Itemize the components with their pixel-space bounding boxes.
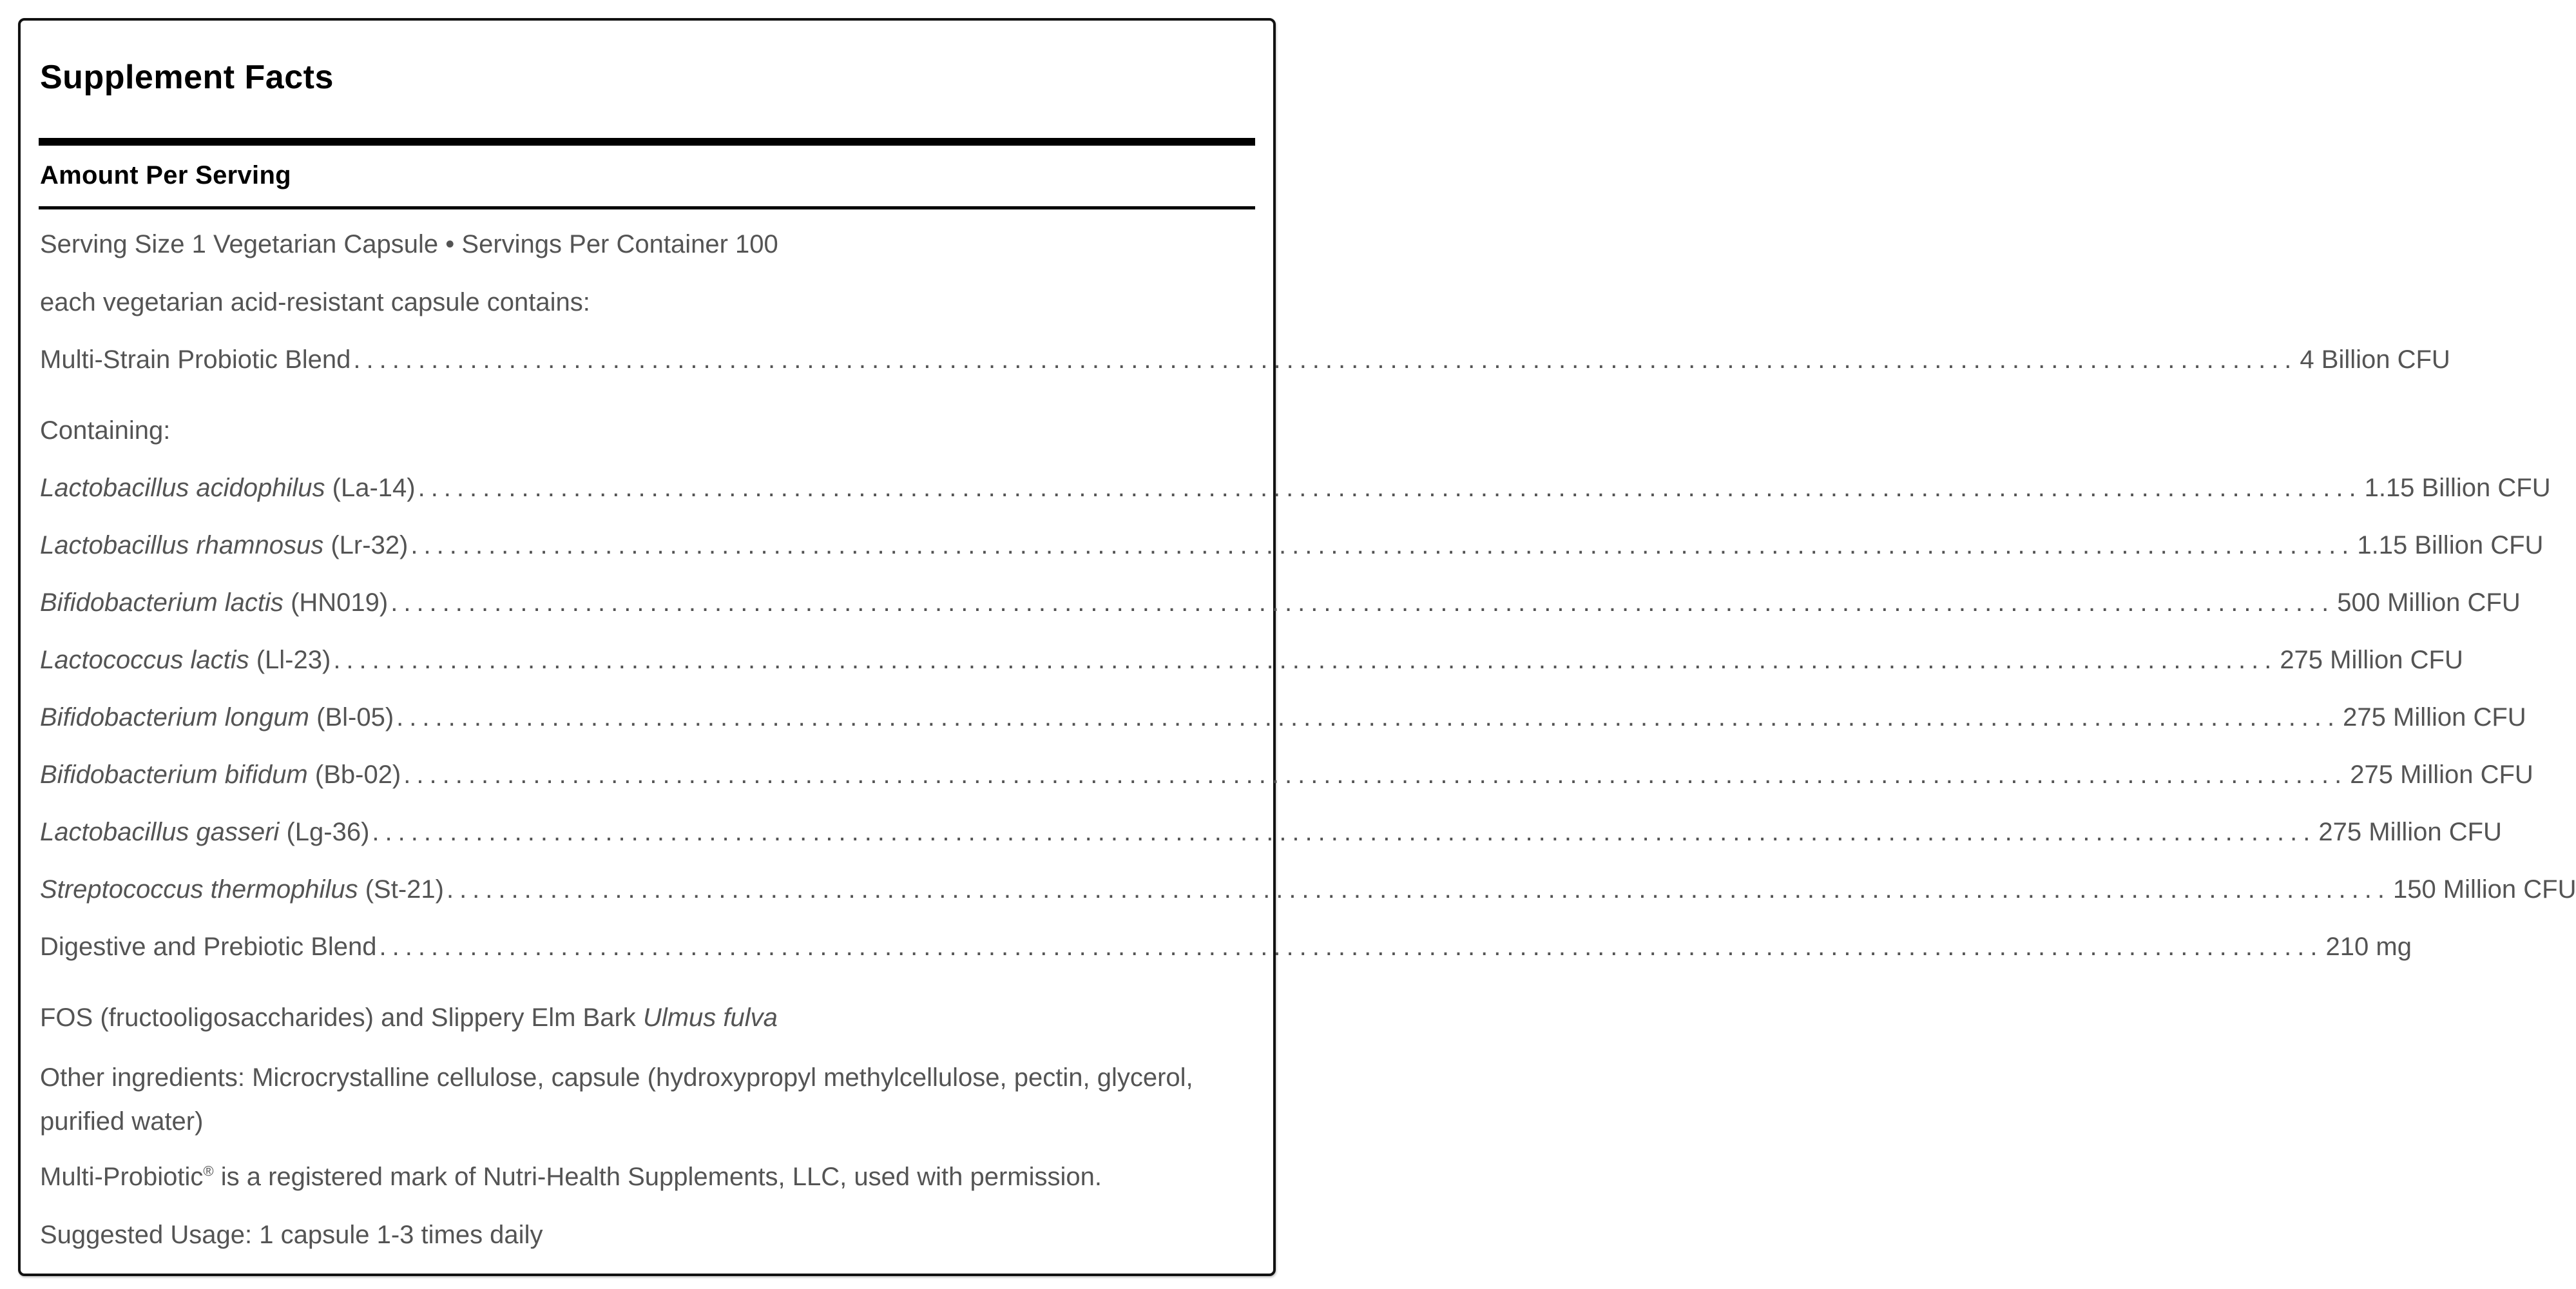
thick-divider (39, 138, 1255, 146)
thin-divider (39, 206, 1255, 209)
trademark-line (40, 1161, 1102, 1192)
strain-species: Lactococcus lactis (40, 646, 249, 674)
strain-row (40, 587, 2521, 618)
strain-name (40, 702, 394, 733)
blend-amount: 4 Billion CFU (2300, 345, 2450, 374)
strain-row (40, 817, 2502, 848)
strain-code: (Bl-05) (316, 703, 394, 732)
amount-per-serving-heading: Amount Per Serving (40, 161, 291, 189)
registered-symbol: ® (203, 1163, 214, 1179)
strain-amount: 1.15 Billion CFU (2364, 474, 2551, 502)
trademark-brand: Multi-Probiotic (40, 1163, 204, 1191)
suggested-usage: Suggested Usage: 1 capsule 1-3 times daily (40, 1221, 543, 1249)
digestive-name: Digestive and Prebiotic Blend (40, 933, 377, 961)
strain-row (40, 530, 2544, 561)
dot-leader: ...................................................................................................................................................... (333, 646, 2278, 674)
trademark-text: is a registered mark of Nutri-Health Supplements, LLC, used with permission. (220, 1163, 1102, 1191)
strain-amount: 275 Million CFU (2280, 646, 2463, 674)
strain-name (40, 874, 444, 905)
strain-amount: 150 Million CFU (2392, 875, 2576, 904)
strain-name (40, 530, 408, 561)
capsule-contains-text: each vegetarian acid-resistant capsule contains: (40, 288, 590, 316)
strain-name (40, 759, 401, 790)
strain-amount: 275 Million CFU (2318, 818, 2502, 846)
strain-species: Lactobacillus acidophilus (40, 474, 325, 502)
strain-code: (Bb-02) (314, 761, 401, 789)
dot-leader: ...................................................................................................................................................... (379, 933, 2323, 961)
fos-latin-name: Ulmus fulva (642, 1003, 778, 1032)
dot-leader: ...................................................................................................................................................... (372, 818, 2316, 846)
strain-row (40, 874, 2576, 905)
strain-species: Streptococcus thermophilus (40, 875, 358, 904)
strain-species: Bifidobacterium longum (40, 703, 309, 732)
strain-name (40, 644, 331, 675)
other-ingredients: Other ingredients: Microcrystalline cellulose, capsule (hydroxypropyl methylcellulose, pectin, glycerol, purified water) (40, 1063, 1193, 1136)
strain-row (40, 472, 2551, 503)
strain-code: (La-14) (332, 474, 416, 502)
serving-info: Serving Size 1 Vegetarian Capsule • Servings Per Container 100 (40, 230, 778, 258)
strain-row (40, 702, 2526, 733)
blend-name: Multi-Strain Probiotic Blend (40, 345, 351, 374)
strain-species: Lactobacillus rhamnosus (40, 531, 324, 559)
strain-amount: 1.15 Billion CFU (2357, 531, 2544, 559)
strain-row (40, 759, 2533, 790)
digestive-amount: 210 mg (2325, 933, 2412, 961)
strain-name (40, 817, 369, 848)
dot-leader: ...................................................................................................................................................... (396, 703, 2341, 732)
strain-code: (Lr-32) (331, 531, 409, 559)
strain-species: Lactobacillus gasseri (40, 818, 280, 846)
dot-leader: ...................................................................................................................................................... (410, 531, 2355, 559)
strain-amount: 275 Million CFU (2343, 703, 2526, 732)
digestive-row (40, 931, 2412, 962)
dot-leader: ...................................................................................................................................................... (446, 875, 2390, 904)
strain-amount: 500 Million CFU (2337, 588, 2521, 617)
fos-text: FOS (fructooligosaccharides) and Slippery Elm Bark (40, 1003, 636, 1032)
strain-name (40, 587, 388, 618)
strain-species: Bifidobacterium bifidum (40, 761, 308, 789)
containing-label: Containing: (40, 416, 171, 445)
strain-row (40, 644, 2463, 675)
blend-row (40, 344, 2450, 375)
strain-code: (HN019) (291, 588, 389, 617)
strain-code: (Lg-36) (286, 818, 370, 846)
panel-title: Supplement Facts (40, 59, 334, 96)
strain-amount: 275 Million CFU (2350, 761, 2533, 789)
dot-leader: ...................................................................................................................................................... (353, 345, 2298, 374)
fos-line (40, 1002, 778, 1033)
strain-code: (St-21) (365, 875, 444, 904)
dot-leader: ...................................................................................................................................................... (418, 474, 2362, 502)
strain-species: Bifidobacterium lactis (40, 588, 284, 617)
dot-leader: ...................................................................................................................................................... (390, 588, 2335, 617)
dot-leader: ...................................................................................................................................................... (403, 761, 2348, 789)
strain-name (40, 472, 416, 503)
strain-code: (Ll-23) (256, 646, 331, 674)
